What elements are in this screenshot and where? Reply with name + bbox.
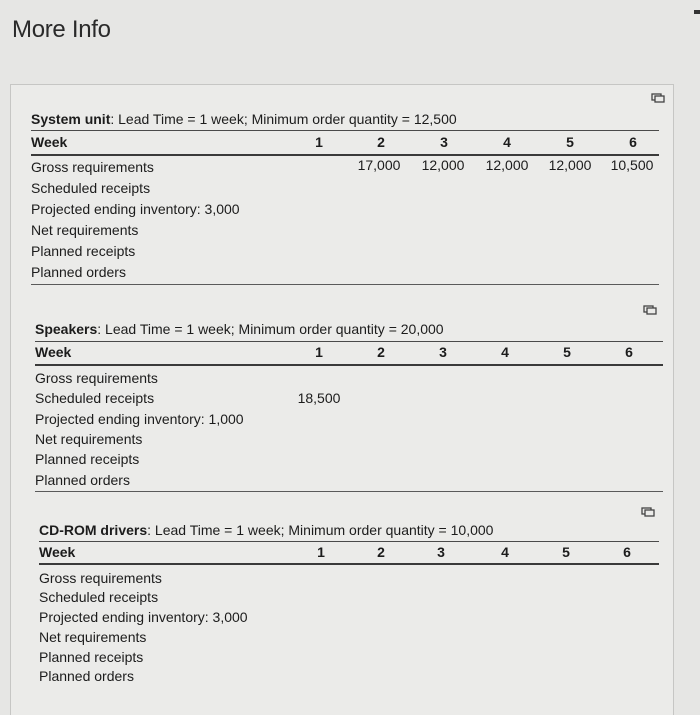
week-number: 1 (315, 344, 323, 360)
gross-requirement-value: 10,500 (610, 157, 654, 173)
row-projected-inventory: Projected ending inventory: 3,000 (31, 201, 240, 217)
scheduled-receipt-value: 18,500 (297, 390, 341, 406)
gross-requirement-value: 12,000 (548, 157, 592, 173)
row-planned-receipts: Planned receipts (35, 451, 140, 467)
section-title (31, 111, 457, 127)
row-net-requirements: Net requirements (31, 222, 139, 238)
week-number: 2 (377, 544, 385, 560)
week-number: 1 (315, 134, 323, 150)
row-projected-inventory: Projected ending inventory: 1,000 (35, 411, 244, 427)
row-planned-receipts: Planned receipts (39, 649, 144, 665)
divider (35, 491, 663, 492)
week-number: 6 (625, 344, 633, 360)
week-number: 5 (563, 344, 571, 360)
divider (39, 563, 659, 565)
section-name: CD-ROM drivers (39, 522, 148, 538)
section-name: Speakers (35, 321, 98, 337)
section-params: : Lead Time = 1 week; Minimum order quantity = 20,000 (97, 321, 444, 337)
gross-requirement-value: 12,000 (421, 157, 465, 173)
week-number: 4 (501, 344, 509, 360)
week-number: 5 (562, 544, 570, 560)
gross-requirement-value: 17,000 (357, 157, 401, 173)
week-number: 2 (377, 344, 385, 360)
row-scheduled-receipts: Scheduled receipts (31, 180, 151, 196)
week-header-label: Week (31, 134, 68, 150)
divider (39, 541, 659, 542)
row-scheduled-receipts: Scheduled receipts (35, 390, 155, 406)
scrollbar-thumb[interactable] (694, 10, 700, 14)
copy-icon[interactable] (641, 507, 655, 517)
row-planned-orders: Planned orders (39, 668, 134, 684)
week-number: 3 (437, 544, 445, 560)
row-net-requirements: Net requirements (39, 629, 147, 645)
week-number: 4 (501, 544, 509, 560)
row-scheduled-receipts: Scheduled receipts (39, 589, 159, 605)
section-title (35, 321, 444, 337)
week-header-label: Week (35, 344, 72, 360)
row-planned-orders: Planned orders (31, 264, 126, 280)
week-number: 6 (629, 134, 637, 150)
row-gross-requirements: Gross requirements (39, 570, 162, 586)
week-number: 1 (317, 544, 325, 560)
row-gross-requirements: Gross requirements (35, 370, 158, 386)
divider (31, 154, 659, 156)
week-number: 6 (623, 544, 631, 560)
week-number: 2 (377, 134, 385, 150)
copy-icon[interactable] (651, 93, 665, 103)
section-title (39, 522, 493, 538)
info-panel (10, 84, 674, 715)
row-projected-inventory: Projected ending inventory: 3,000 (39, 609, 248, 625)
week-header-label: Week (39, 544, 76, 560)
divider (31, 284, 659, 285)
row-net-requirements: Net requirements (35, 431, 143, 447)
week-number: 5 (566, 134, 574, 150)
page-title: More Info (12, 16, 111, 43)
row-gross-requirements: Gross requirements (31, 159, 154, 175)
week-number: 3 (439, 344, 447, 360)
copy-icon[interactable] (643, 305, 657, 315)
row-planned-receipts: Planned receipts (31, 243, 136, 259)
divider (35, 364, 663, 366)
divider (35, 341, 663, 342)
week-number: 4 (503, 134, 511, 150)
section-name: System unit (31, 111, 111, 127)
section-params: : Lead Time = 1 week; Minimum order quantity = 12,500 (110, 111, 457, 127)
row-planned-orders: Planned orders (35, 472, 130, 488)
gross-requirement-value: 12,000 (485, 157, 529, 173)
divider (31, 130, 659, 131)
section-params: : Lead Time = 1 week; Minimum order quantity = 10,000 (147, 522, 494, 538)
week-number: 3 (440, 134, 448, 150)
